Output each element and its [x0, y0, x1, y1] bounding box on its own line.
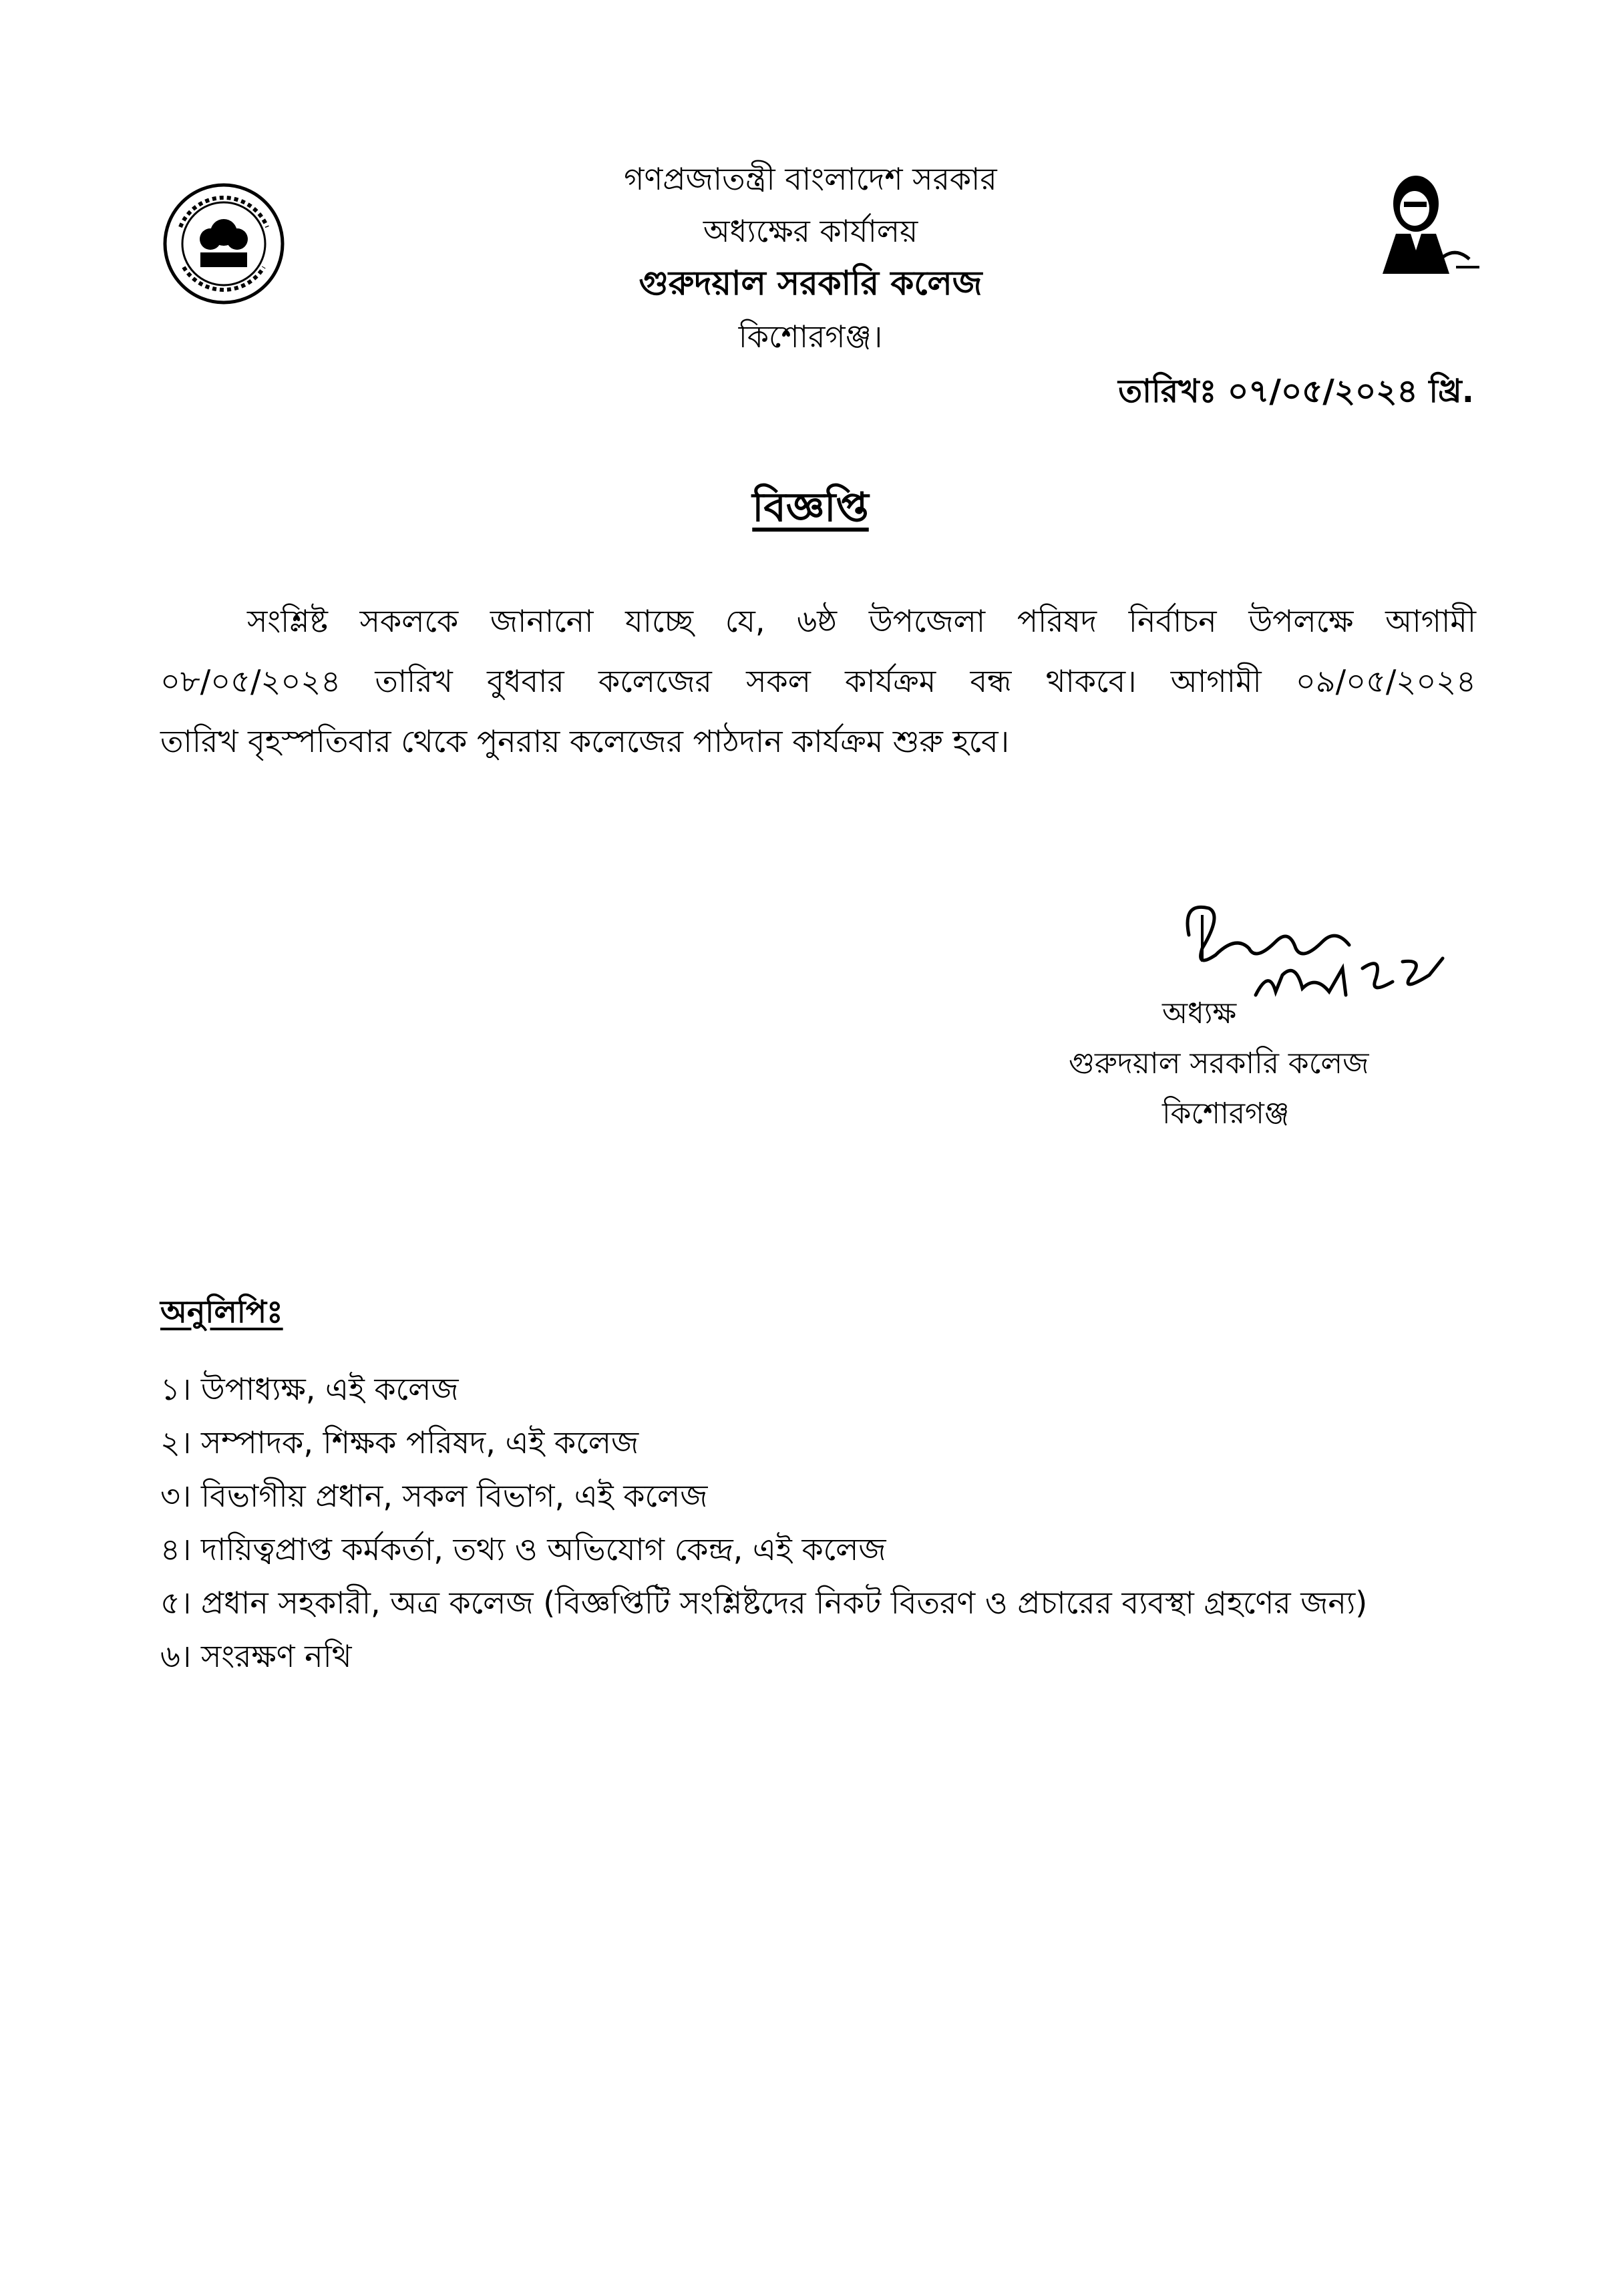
signatory-title: অধ্যক্ষ [1162, 996, 1237, 1030]
signatory-college: গুরুদয়াল সরকারি কলেজ [1069, 1046, 1369, 1081]
government-name: গণপ্রজাতন্ত্রী বাংলাদেশ সরকার [624, 161, 997, 197]
college-name: গুরুদয়াল সরকারি কলেজ [639, 264, 982, 303]
cc-item-1: ১। উপাধ্যক্ষ, এই কলেজ [160, 1371, 459, 1407]
notice-date: তারিখঃ ০৭/০৫/২০২৪ খ্রি. [1118, 373, 1474, 410]
body-line-2: ০৮/০৫/২০২৪ তারিখ বুধবার কলেজের সকল কার্যক্রম বন্ধ থাকবে। আগামী ০৯/০৫/২০২৪ [160, 663, 1476, 699]
body-line-3: তারিখ বৃহস্পতিবার থেকে পুনরায় কলেজের পাঠদান কার্যক্রম শুরু হবে। [160, 723, 1010, 759]
cc-item-6: ৬। সংরক্ষণ নথি [160, 1638, 352, 1674]
cc-item-3: ৩। বিভাগীয় প্রধান, সকল বিভাগ, এই কলেজ [160, 1478, 708, 1514]
cc-item-4: ৪। দায়িত্বপ্রাপ্ত কর্মকর্তা, তথ্য ও অভিযোগ কেন্দ্র, এই কলেজ [160, 1531, 886, 1567]
notice-title [0, 481, 1621, 534]
district-name: কিশোরগঞ্জ। [738, 319, 883, 355]
cc-item-2: ২। সম্পাদক, শিক্ষক পরিষদ, এই কলেজ [160, 1424, 639, 1461]
body-line-1: সংশ্লিষ্ট সকলকে জানানো যাচ্ছে যে, ৬ষ্ঠ উপজেলা পরিষদ নির্বাচন উপলক্ষে আগামী [247, 603, 1476, 639]
cc-list [160, 1362, 1367, 1683]
notice-title-text: বিজ্ঞপ্তি [752, 484, 869, 531]
cc-heading: অনুলিপিঃ [160, 1294, 283, 1330]
office-name: অধ্যক্ষের কার্যালয় [703, 213, 918, 249]
cc-item-5: ৫। প্রধান সহকারী, অত্র কলেজ (বিজ্ঞপ্তিটি সংশ্লিষ্টদের নিকট বিতরণ ও প্রচারের ব্যবস্থা গ্রহণের জন্য) [160, 1585, 1368, 1621]
signatory-district: কিশোরগঞ্জ [1162, 1097, 1290, 1131]
